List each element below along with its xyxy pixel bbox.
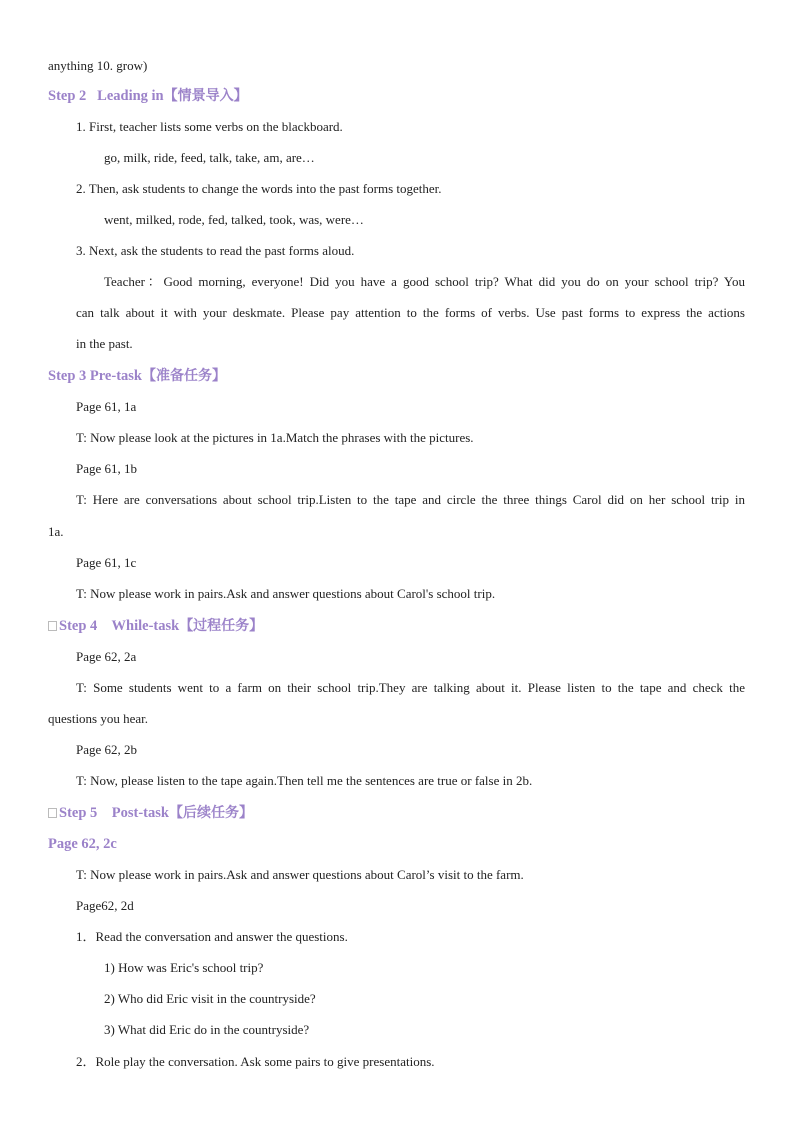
text-line: anything 10. grow) <box>48 58 148 73</box>
text-line: Page 62, 2b <box>76 742 138 757</box>
text-line: can talk about it with your deskmate. Please pay attention to the forms of verbs. Use past forms to express the actions <box>76 305 745 320</box>
text-line: Page 62, 2a <box>76 649 137 664</box>
step-label-cn: 【情景导入】 <box>163 88 248 104</box>
text-line: 3. Next, ask the students to read the past forms aloud. <box>76 243 355 258</box>
text-line: Page 61, 1b <box>76 461 138 476</box>
text-line: 1) How was Eric's school trip? <box>104 960 264 975</box>
step-label: Step 2 Leading in <box>48 88 164 104</box>
text-line: 2. Then, ask students to change the words into the past forms together. <box>76 181 442 196</box>
section-heading-step5 <box>48 804 253 822</box>
text-line: T: Now please look at the pictures in 1a.Match the phrases with the pictures. <box>76 430 474 445</box>
subsection-heading: Page 62, 2c <box>48 836 117 852</box>
text-line: Page62, 2d <box>76 898 134 913</box>
text-line: go, milk, ride, feed, talk, take, am, are… <box>104 150 315 165</box>
step-label-cn: 【准备任务】 <box>141 368 226 384</box>
text-line: T: Some students went to a farm on their school trip.They are talking about it. Please listen to the tape and check the <box>76 680 745 695</box>
text-line: T: Now please work in pairs.Ask and answer questions about Carol's school trip. <box>76 586 496 601</box>
text-line: 1．Read the conversation and answer the questions. <box>76 929 348 944</box>
text-line: 2．Role play the conversation. Ask some pairs to give presentations. <box>76 1054 435 1069</box>
step-label: Step 5 Post-task <box>59 805 169 821</box>
text-line: T: Now please work in pairs.Ask and answer questions about Carol’s visit to the farm. <box>76 867 524 882</box>
section-heading-step2 <box>48 87 248 105</box>
checkbox-glyph-icon <box>48 808 57 818</box>
step-label-cn: 【过程任务】 <box>179 618 264 634</box>
text-line: went, milked, rode, fed, talked, took, was, were… <box>104 212 364 227</box>
text-line: 2) Who did Eric visit in the countryside? <box>104 991 316 1006</box>
text-line: 3) What did Eric do in the countryside? <box>104 1022 310 1037</box>
section-heading-step3 <box>48 367 226 385</box>
text-line: 1a. <box>48 524 64 539</box>
text-line: questions you hear. <box>48 711 149 726</box>
text-line: T: Now, please listen to the tape again.Then tell me the sentences are true or false in 2b. <box>76 773 533 788</box>
step-label: Step 4 While-task <box>59 618 180 634</box>
text-line: Page 61, 1a <box>76 399 137 414</box>
section-heading-step4 <box>48 617 263 635</box>
checkbox-glyph-icon <box>48 621 57 631</box>
text-line: in the past. <box>76 336 133 351</box>
text-line: 1. First, teacher lists some verbs on the blackboard. <box>76 119 343 134</box>
text-line: Teacher：Good morning, everyone! Did you have a good school trip? What did you do on your school trip? You <box>104 274 745 289</box>
text-line: Page 61, 1c <box>76 555 137 570</box>
text-line: T: Here are conversations about school trip.Listen to the tape and circle the three things Carol did on her school trip in <box>76 492 745 507</box>
step-label-cn: 【后续任务】 <box>168 805 253 821</box>
step-label: Step 3 Pre-task <box>48 368 142 384</box>
